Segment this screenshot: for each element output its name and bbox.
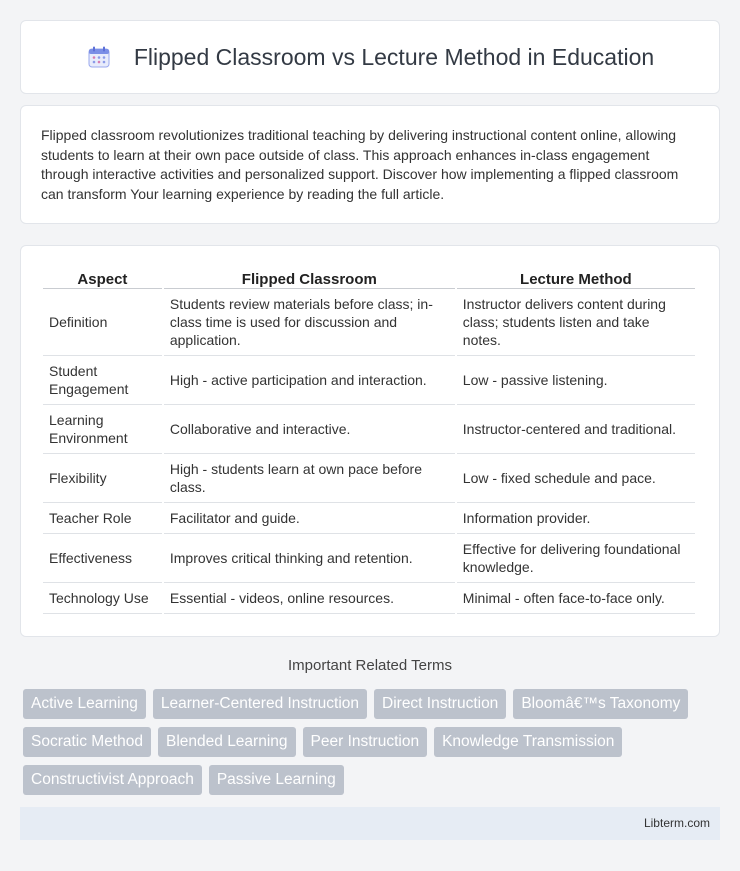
- calendar-icon: [86, 44, 112, 70]
- table-row: [43, 454, 695, 503]
- related-term-tag[interactable]: Socratic Method: [23, 727, 151, 757]
- table-row: [43, 405, 695, 454]
- flipped-cell: High - active participation and interaction.: [164, 356, 455, 405]
- flipped-cell: High - students learn at own pace before class.: [164, 454, 455, 503]
- table-header-row: [43, 268, 695, 289]
- flipped-cell: Facilitator and guide.: [164, 503, 455, 534]
- page-title: Flipped Classroom vs Lecture Method in Education: [133, 43, 655, 70]
- table-row: [43, 503, 695, 534]
- flipped-cell: Improves critical thinking and retention.: [164, 534, 455, 583]
- aspect-cell: Student Engagement: [43, 356, 162, 405]
- related-term-tag[interactable]: Passive Learning: [209, 765, 344, 795]
- lecture-cell: Information provider.: [457, 503, 695, 534]
- table-row: [43, 289, 695, 356]
- aspect-cell: Technology Use: [43, 583, 162, 614]
- column-header-aspect: Aspect: [43, 268, 162, 289]
- table-row: [43, 583, 695, 614]
- aspect-cell: Teacher Role: [43, 503, 162, 534]
- aspect-cell: Definition: [43, 289, 162, 356]
- related-term-tag[interactable]: Learner-Centered Instruction: [153, 689, 367, 719]
- related-term-tag[interactable]: Constructivist Approach: [23, 765, 202, 795]
- header-card: [20, 20, 720, 94]
- lecture-cell: Instructor delivers content during class; students listen and take notes.: [457, 289, 695, 356]
- related-term-tag[interactable]: Direct Instruction: [374, 689, 506, 719]
- related-term-tag[interactable]: Blended Learning: [158, 727, 296, 757]
- lecture-cell: Effective for delivering foundational knowledge.: [457, 534, 695, 583]
- lecture-cell: Low - passive listening.: [457, 356, 695, 405]
- related-term-tag[interactable]: Bloomâ€™s Taxonomy: [513, 689, 688, 719]
- related-term-tag[interactable]: Active Learning: [23, 689, 146, 719]
- column-header-flipped: Flipped Classroom: [164, 268, 455, 289]
- column-header-lecture: Lecture Method: [457, 268, 695, 289]
- footer-site-link[interactable]: Libterm.com: [643, 816, 710, 830]
- footer: [20, 807, 720, 840]
- flipped-cell: Essential - videos, online resources.: [164, 583, 455, 614]
- intro-text: Flipped classroom revolutionizes traditional teaching by delivering instructional content online, allowing students to learn at their own pace outside of class. This approach enhances in-class engagement through interactive activities and personalized support. Discover how implementing a flipped classroom can transform Your learning experience by reading the full article.: [41, 127, 679, 202]
- related-term-tag[interactable]: Peer Instruction: [303, 727, 428, 757]
- related-term-tag[interactable]: Knowledge Transmission: [434, 727, 622, 757]
- table-row: [43, 356, 695, 405]
- intro-card: [20, 105, 720, 224]
- aspect-cell: Learning Environment: [43, 405, 162, 454]
- lecture-cell: Instructor-centered and traditional.: [457, 405, 695, 454]
- lecture-cell: Minimal - often face-to-face only.: [457, 583, 695, 614]
- comparison-table: [41, 268, 697, 614]
- aspect-cell: Effectiveness: [43, 534, 162, 583]
- related-terms-list: [23, 689, 723, 795]
- related-terms-title: Important Related Terms: [288, 657, 452, 674]
- lecture-cell: Low - fixed schedule and pace.: [457, 454, 695, 503]
- comparison-card: [20, 245, 720, 637]
- aspect-cell: Flexibility: [43, 454, 162, 503]
- flipped-cell: Students review materials before class; in-class time is used for discussion and application.: [164, 289, 455, 356]
- flipped-cell: Collaborative and interactive.: [164, 405, 455, 454]
- table-row: [43, 534, 695, 583]
